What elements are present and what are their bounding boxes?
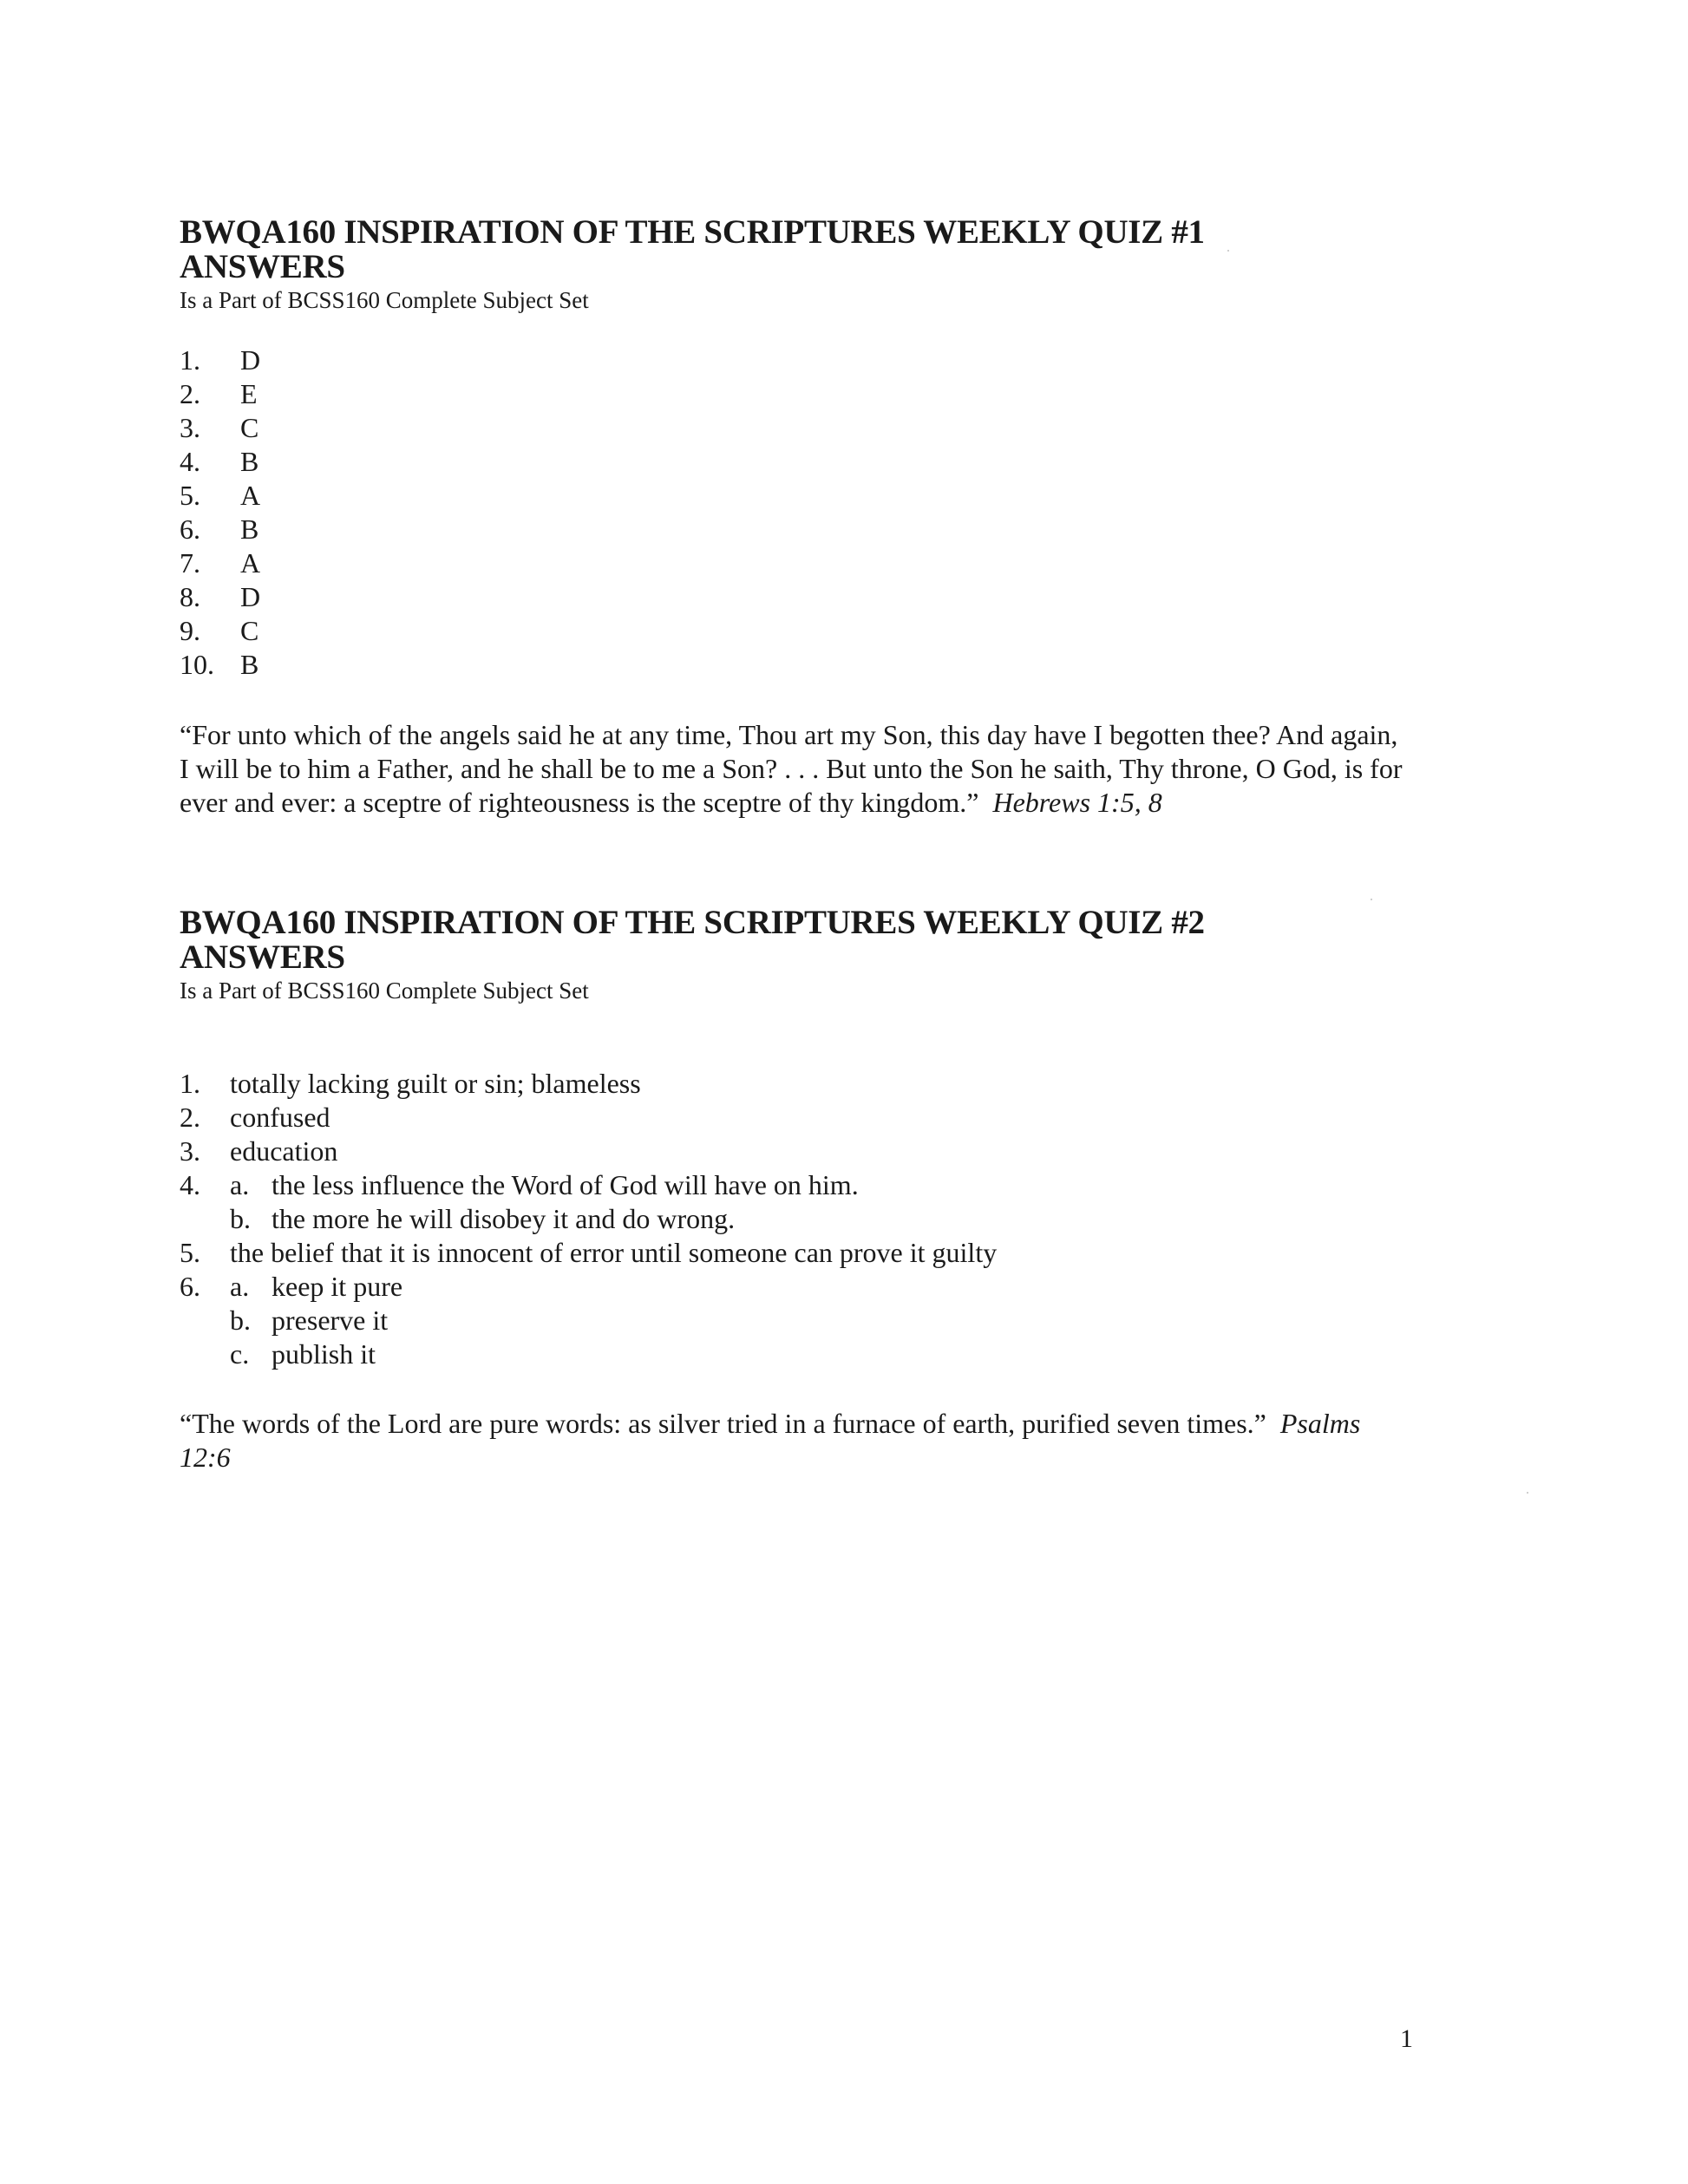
answer-text: the belief that it is innocent of error until someone can prove it guilty — [230, 1237, 998, 1268]
answer-row — [180, 1101, 1411, 1135]
quiz1-title-line1: BWQA160 INSPIRATION OF THE SCRIPTURES WEEKLY QUIZ #1 — [180, 213, 1205, 251]
answer-letter: D — [240, 344, 261, 376]
answer-text: confused — [230, 1102, 330, 1133]
answer-text: education — [230, 1135, 338, 1167]
answer-letter: C — [240, 615, 259, 646]
answer-row — [180, 1067, 1411, 1101]
answer-number: 1. — [180, 1068, 200, 1099]
sub-label: a. — [230, 1169, 250, 1200]
answer-number: 4. — [180, 1169, 200, 1200]
answer-number: 3. — [180, 412, 200, 443]
quiz1-title-line2: ANSWERS — [180, 248, 345, 285]
answer-row — [180, 377, 1411, 411]
quiz1-answer-list — [180, 343, 1411, 682]
quiz2-verse-text: “The words of the Lord are pure words: as silver tried in a furnace of earth, purified seven times.” — [180, 1408, 1266, 1439]
answer-sub-item — [230, 1337, 402, 1371]
answer-number: 1. — [180, 344, 200, 376]
quiz1-verse-reference: Hebrews 1:5, 8 — [992, 787, 1162, 818]
answer-row — [180, 1270, 1411, 1371]
answer-sub-item — [230, 1304, 402, 1337]
answer-row — [180, 1236, 1411, 1270]
sub-text: the less influence the Word of God will have on him. — [272, 1169, 859, 1200]
answer-row — [180, 445, 1411, 479]
answer-letter: A — [240, 547, 261, 579]
answer-row — [180, 411, 1411, 445]
answer-letter: E — [240, 378, 258, 409]
sub-text: preserve it — [272, 1305, 389, 1336]
sub-text: the more he will disobey it and do wrong. — [272, 1203, 736, 1234]
answer-number: 5. — [180, 1237, 200, 1268]
sub-text: publish it — [272, 1338, 376, 1370]
answer-sub-item — [230, 1202, 859, 1236]
answer-row — [180, 1135, 1411, 1168]
answer-row — [180, 580, 1411, 614]
page-number: 1 — [1400, 2024, 1413, 2053]
answer-letter: D — [240, 581, 261, 612]
answer-row — [180, 1168, 1411, 1236]
answer-sub-item — [230, 1270, 402, 1304]
answer-row — [180, 513, 1411, 546]
quiz2-verse-reference: Psalms 12:6 — [180, 1408, 1361, 1473]
answer-letter: C — [240, 412, 259, 443]
answer-letter: B — [240, 446, 259, 477]
answer-letter: A — [240, 480, 261, 511]
quiz1-subtitle: Is a Part of BCSS160 Complete Subject Set — [180, 287, 589, 313]
quiz2-title — [180, 906, 1411, 975]
answer-number: 7. — [180, 547, 200, 579]
answer-row — [180, 648, 1411, 682]
sub-label: a. — [230, 1271, 250, 1302]
answer-text: totally lacking guilt or sin; blameless — [230, 1068, 641, 1099]
quiz1-verse — [180, 718, 1403, 820]
answer-sub-list — [230, 1168, 859, 1236]
answer-number: 10. — [180, 649, 214, 680]
answer-number: 8. — [180, 581, 200, 612]
answer-number: 2. — [180, 1102, 200, 1133]
answer-number: 3. — [180, 1135, 200, 1167]
answer-number: 5. — [180, 480, 200, 511]
quiz2-verse — [180, 1407, 1394, 1475]
answer-sub-item — [230, 1168, 859, 1202]
answer-row — [180, 479, 1411, 513]
answer-row — [180, 614, 1411, 648]
sub-label: c. — [230, 1338, 250, 1370]
answer-letter: B — [240, 649, 259, 680]
quiz2-title-line2: ANSWERS — [180, 938, 345, 976]
quiz2-section — [180, 906, 1411, 1004]
answer-number: 9. — [180, 615, 200, 646]
answer-number: 6. — [180, 513, 200, 545]
answer-number: 4. — [180, 446, 200, 477]
sub-text: keep it pure — [272, 1271, 403, 1302]
quiz2-title-line1: BWQA160 INSPIRATION OF THE SCRIPTURES WEEKLY QUIZ #2 — [180, 904, 1205, 941]
quiz1-title — [180, 215, 1411, 284]
sub-label: b. — [230, 1203, 251, 1234]
quiz1-verse-text: “For unto which of the angels said he at any time, Thou art my Son, this day have I begotten thee? And again, I will be to him a Father, and he shall be to me a Son? . . . But unto the Son he saith, Thy throne, O God, is for ever and ever: a sceptre of righteousness is the sceptre of thy kingdom.” — [180, 719, 1403, 818]
sub-label: b. — [230, 1305, 251, 1336]
answer-letter: B — [240, 513, 259, 545]
scan-speck — [1527, 1492, 1528, 1494]
answer-row — [180, 546, 1411, 580]
quiz1-section — [180, 215, 1411, 314]
quiz2-subtitle: Is a Part of BCSS160 Complete Subject Set — [180, 978, 589, 1004]
answer-number: 6. — [180, 1271, 200, 1302]
answer-sub-list — [230, 1270, 402, 1371]
quiz2-answer-list — [180, 1067, 1411, 1371]
answer-number: 2. — [180, 378, 200, 409]
answer-row — [180, 343, 1411, 377]
scan-speck — [1371, 899, 1372, 900]
scan-speck — [1227, 250, 1229, 252]
